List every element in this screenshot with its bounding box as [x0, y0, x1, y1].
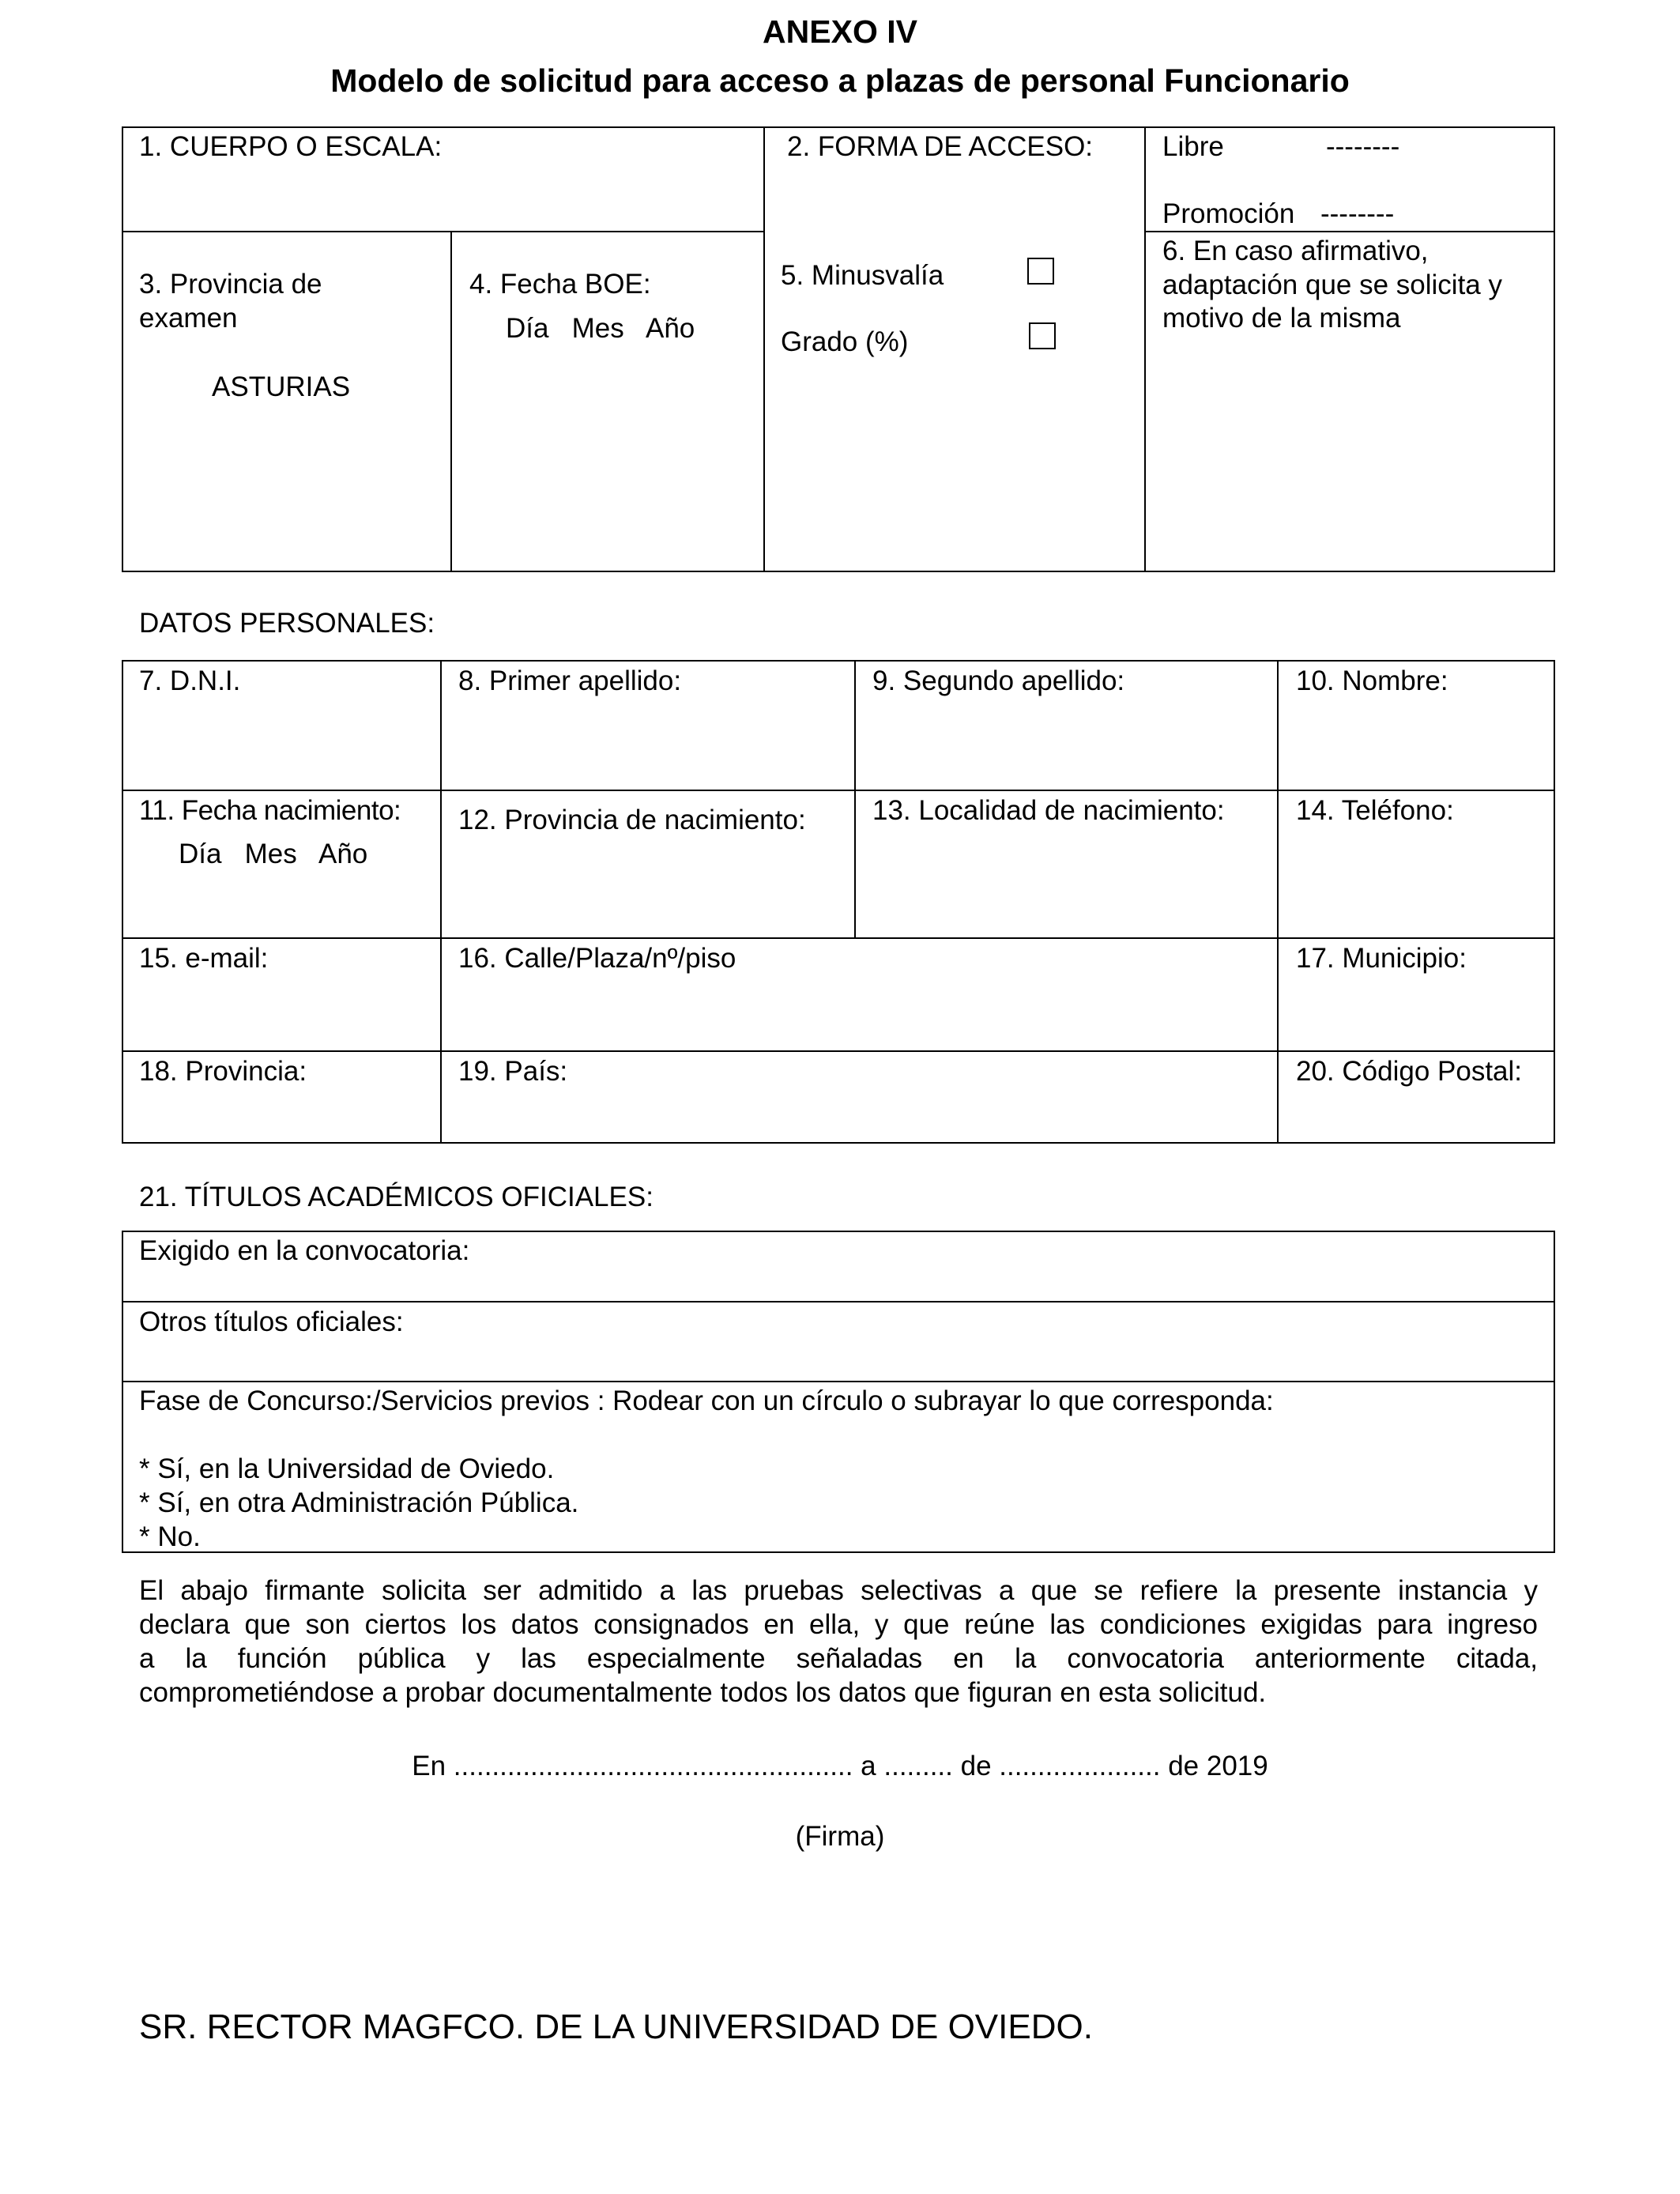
opcion-no[interactable]: * No.: [139, 1521, 201, 1552]
minusvalia-checkbox[interactable]: [1027, 258, 1054, 285]
cuerpo-label: 1. CUERPO O ESCALA:: [139, 131, 443, 162]
email-field[interactable]: 15. e-mail:: [139, 943, 269, 974]
signature-label: (Firma): [795, 1821, 885, 1852]
adaptacion-label-2: adaptación que se solicita y: [1162, 270, 1502, 300]
nombre-field[interactable]: 10. Nombre:: [1296, 665, 1448, 696]
fecha-boe-subfields: Día Mes Año: [506, 313, 695, 344]
form-title: Modelo de solicitud para acceso a plazas de personal Funcionario: [330, 62, 1350, 99]
fecha-boe-label: 4. Fecha BOE:: [469, 269, 651, 300]
addressee: SR. RECTOR MAGFCO. DE LA UNIVERSIDAD DE OVIEDO.: [139, 2007, 1093, 2046]
opcion-otra-administracion[interactable]: * Sí, en otra Administración Pública.: [139, 1487, 579, 1518]
declaration-paragraph: [139, 1574, 1538, 1710]
place-date-line[interactable]: En .................................................... a ......... de ..................... de 2019: [412, 1751, 1268, 1781]
adaptacion-label-1: 6. En caso afirmativo,: [1162, 236, 1429, 266]
personal-data-heading: DATOS PERSONALES:: [139, 608, 435, 639]
adaptacion-label-3: motivo de la misma: [1162, 303, 1401, 334]
minusvalia-label: 5. Minusvalía: [781, 260, 944, 291]
calle-field[interactable]: 16. Calle/Plaza/nº/piso: [458, 943, 736, 974]
promocion-option: Promoción: [1162, 198, 1295, 229]
grado-checkbox[interactable]: [1029, 322, 1056, 349]
declaration-line: a la función pública y las especialmente señaladas en la convocatoria anteriormente citada,: [139, 1643, 1538, 1674]
provincia-nacimiento-field[interactable]: 12. Provincia de nacimiento:: [458, 805, 806, 835]
codigo-postal-field[interactable]: 20. Código Postal:: [1296, 1056, 1523, 1087]
primer-apellido-field[interactable]: 8. Primer apellido:: [458, 665, 682, 696]
fase-concurso-label: Fase de Concurso:/Servicios previos : Rodear con un círculo o subrayar lo que corresponda:: [139, 1385, 1274, 1416]
provincia-examen-label-2: examen: [139, 303, 238, 334]
annex-title: ANEXO IV: [763, 13, 917, 50]
localidad-nacimiento-field[interactable]: 13. Localidad de nacimiento:: [872, 795, 1225, 826]
titulo-exigido-field[interactable]: Exigido en la convocatoria:: [139, 1235, 470, 1266]
grado-label: Grado (%): [781, 326, 909, 357]
municipio-field[interactable]: 17. Municipio:: [1296, 943, 1467, 974]
opcion-universidad-oviedo[interactable]: * Sí, en la Universidad de Oviedo.: [139, 1453, 555, 1484]
fecha-nacimiento-field[interactable]: 11. Fecha nacimiento:: [139, 795, 401, 826]
telefono-field[interactable]: 14. Teléfono:: [1296, 795, 1454, 826]
declaration-line: El abajo firmante solicita ser admitido a las pruebas selectivas a que se refiere la presente instancia y: [139, 1575, 1538, 1606]
pais-field[interactable]: 19. País:: [458, 1056, 568, 1087]
provincia-field[interactable]: 18. Provincia:: [139, 1056, 307, 1087]
provincia-examen-value: ASTURIAS: [212, 371, 351, 402]
titulos-heading: 21. TÍTULOS ACADÉMICOS OFICIALES:: [139, 1182, 654, 1212]
declaration-line: declara que son ciertos los datos consignados en ella, y que reúne las condiciones exigidas para ingreso: [139, 1609, 1538, 1640]
promocion-blank[interactable]: --------: [1320, 198, 1395, 229]
libre-option: Libre: [1162, 131, 1224, 162]
forma-acceso-label: 2. FORMA DE ACCESO:: [787, 131, 1094, 162]
segundo-apellido-field[interactable]: 9. Segundo apellido:: [872, 665, 1125, 696]
libre-blank[interactable]: --------: [1326, 131, 1400, 162]
provincia-examen-label: 3. Provincia de: [139, 269, 322, 300]
otros-titulos-field[interactable]: Otros títulos oficiales:: [139, 1306, 404, 1337]
fecha-nacimiento-subfields: Día Mes Año: [179, 839, 368, 869]
dni-field[interactable]: 7. D.N.I.: [139, 665, 241, 696]
declaration-line: comprometiéndose a probar documentalmente todos los datos que figuran en esta solicitud.: [139, 1677, 1267, 1708]
